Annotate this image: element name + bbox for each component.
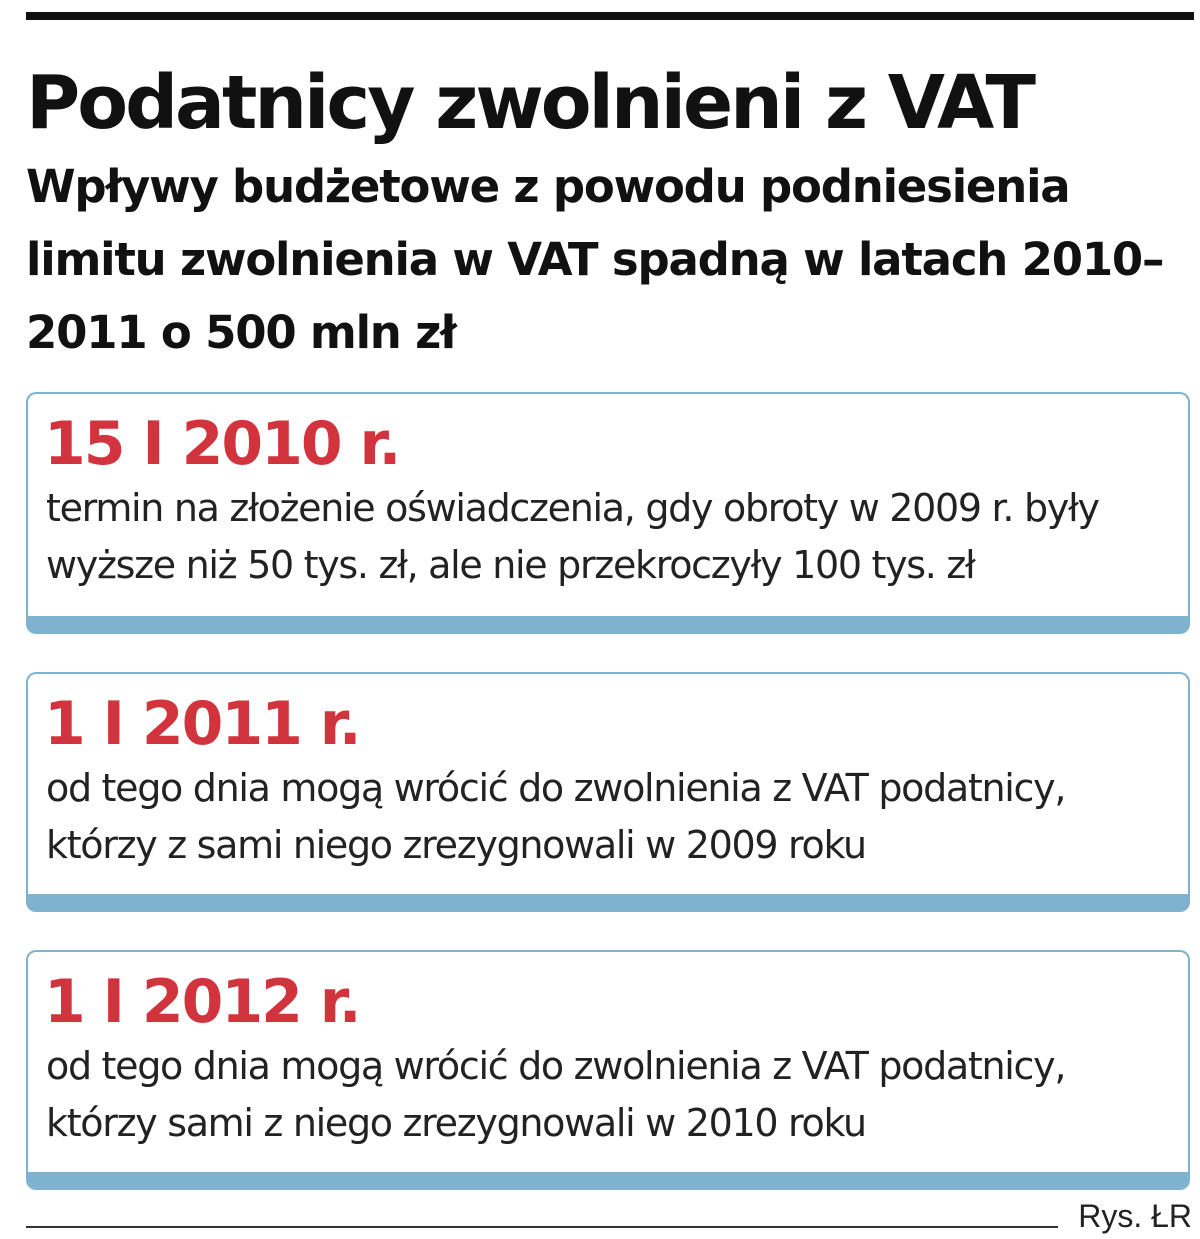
card-description-2: od tego dnia mogą wrócić do zwolnienia z VAT podatnicy, którzy z sami niego zrezygnowali w 2009 roku [46,766,1066,867]
illustration-credit: Rys. ŁR [1078,1198,1192,1234]
card-description-3: od tego dnia mogą wrócić do zwolnienia z VAT podatnicy, którzy sami z niego zrezygnowali w 2010 roku [46,1044,1066,1145]
timeline-card-1 [26,392,1190,634]
timeline-card-3 [26,950,1190,1190]
infographic-subtitle: Wpływy budżetowe z powodu podniesienia limitu zwolnienia w VAT spadną w latach 2010–2011 o 500 mln zł [26,160,1164,359]
card-date-3: 1 I 2012 r. [44,967,360,1037]
infographic-title: Podatnicy zwolnieni z VAT [26,60,1034,146]
card-date-1: 15 I 2010 r. [44,409,400,479]
top-divider [26,12,1194,20]
bottom-divider [26,1226,1058,1228]
card-date-2: 1 I 2011 r. [44,689,360,759]
timeline-card-2 [26,672,1190,912]
card-description-1: termin na złożenie oświadczenia, gdy obroty w 2009 r. były wyższe niż 50 tys. zł, ale nie przekroczyły 100 tys. zł [46,486,1099,587]
